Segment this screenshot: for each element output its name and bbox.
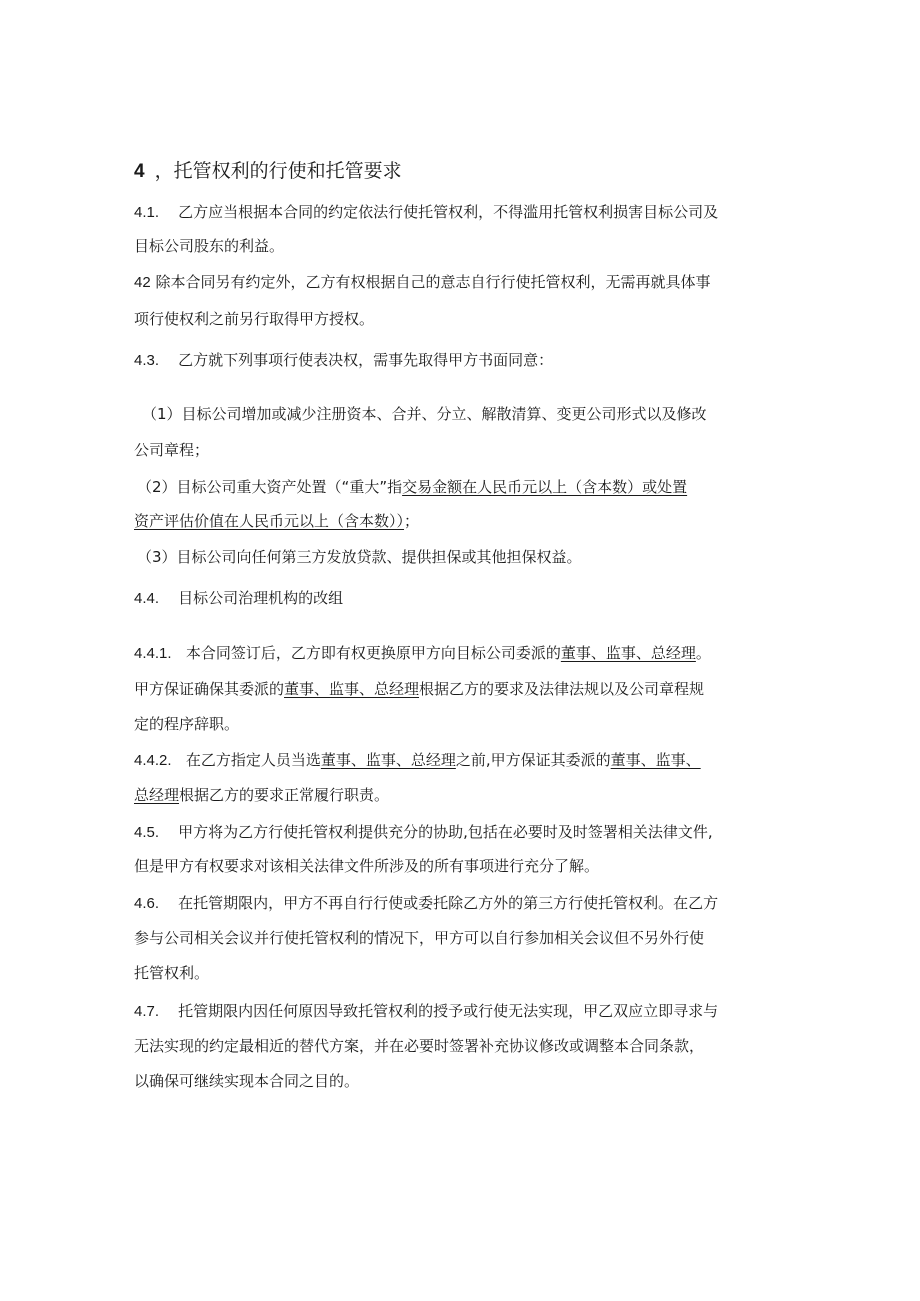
underlined-text: 董事、监事、总经理 bbox=[320, 751, 456, 769]
clause-number: 4.6. bbox=[134, 895, 160, 912]
clause-4-7-line-3 bbox=[134, 1071, 359, 1091]
clause-4-4 bbox=[134, 588, 343, 609]
item-1-line-1 bbox=[142, 404, 707, 424]
item-text: 公司章程； bbox=[134, 441, 210, 459]
underlined-text: 交易金额在人民币元以上（含本数）或处置 bbox=[402, 478, 688, 496]
clause-4-2-line-1 bbox=[134, 272, 710, 293]
clause-text: 根据乙方的要求及法律法规以及公司章程规 bbox=[419, 680, 705, 698]
item-text: ； bbox=[404, 512, 420, 530]
clause-text: 在乙方指定人员当选 bbox=[185, 751, 321, 769]
underlined-text: 总经理 bbox=[134, 786, 180, 804]
underlined-text: 董事、监事、总经理 bbox=[284, 680, 420, 698]
clause-text: 无法实现的约定最相近的替代方案，并在必要时签署补充协议修改或调整本合同条款， bbox=[134, 1037, 705, 1055]
section-heading bbox=[134, 158, 402, 185]
clause-4-7-line-1 bbox=[134, 1001, 718, 1022]
clause-4-4-2-line-1 bbox=[134, 750, 701, 771]
clause-text: 本合同签订后，乙方即有权更换原甲方向目标公司委派的 bbox=[185, 644, 561, 662]
clause-text: 目标公司股东的利益。 bbox=[134, 237, 285, 255]
clause-4-4-1-line-3 bbox=[134, 714, 239, 734]
clause-4-4-1-line-2 bbox=[134, 679, 704, 699]
clause-text: 。 bbox=[695, 644, 711, 662]
item-text: 目标公司增加或减少注册资本、合并、分立、解散清算、变更公司形式以及修改 bbox=[181, 405, 707, 423]
clause-number: 4.4.2. bbox=[134, 752, 172, 769]
clause-text: 甲方保证确保其委派的 bbox=[134, 680, 285, 698]
clause-4-5-line-2 bbox=[134, 856, 599, 876]
clause-text: 根据乙方的要求正常履行职责。 bbox=[179, 786, 390, 804]
clause-text: 以确保可继续实现本合同之目的。 bbox=[134, 1072, 360, 1090]
clause-text: 但是甲方有权要求对该相关法律文件所涉及的所有事项进行充分了解。 bbox=[134, 857, 600, 875]
clause-4-6-line-3 bbox=[134, 963, 209, 983]
clause-4-3 bbox=[134, 350, 553, 371]
clause-4-4-2-line-2 bbox=[134, 785, 389, 805]
clause-number: 4.4. bbox=[134, 590, 160, 607]
clause-4-6-line-1 bbox=[134, 893, 718, 914]
clause-text: 之前,甲方保证其委派的 bbox=[455, 751, 611, 769]
clause-4-1-line-2 bbox=[134, 236, 284, 256]
underlined-text: 董事、监事、总经理 bbox=[560, 644, 696, 662]
clause-number: 4.7. bbox=[134, 1003, 160, 1020]
section-number: 4 bbox=[134, 161, 145, 182]
item-number: （3） bbox=[137, 548, 177, 566]
clause-text: 除本合同另有约定外，乙方有权根据自己的意志自行行使托管权利，无需再就具体事 bbox=[155, 273, 711, 291]
section-title: ，托管权利的行使和托管要求 bbox=[154, 160, 402, 182]
item-1-line-2 bbox=[134, 440, 209, 460]
clause-text: 在托管期限内，甲方不再自行行使或委托除乙方外的第三方行使托管权利。在乙方 bbox=[178, 894, 719, 912]
underlined-text: 资产评估价值在人民币元以上（含本数）） bbox=[134, 512, 405, 530]
clause-4-6-line-2 bbox=[134, 928, 704, 948]
clause-number: 4.4.1. bbox=[134, 645, 172, 662]
clause-text: 托管期限内因任何原因导致托管权利的授予或行使无法实现，甲乙双应立即寻求与 bbox=[178, 1002, 719, 1020]
clause-text: 托管权利。 bbox=[134, 964, 210, 982]
clause-text: 项行使权利之前另行取得甲方授权。 bbox=[134, 310, 375, 328]
item-2-line-2 bbox=[134, 511, 419, 531]
item-number: （2） bbox=[137, 478, 177, 496]
clause-4-5-line-1 bbox=[134, 822, 713, 843]
clause-number: 4.1. bbox=[134, 204, 160, 221]
item-2-line-1 bbox=[137, 477, 687, 497]
item-text: 目标公司重大资产处置（“重大”指 bbox=[176, 478, 403, 496]
clause-text: 定的程序辞职。 bbox=[134, 715, 240, 733]
clause-text: 参与公司相关会议并行使托管权利的情况下，甲方可以自行参加相关会议但不另外行使 bbox=[134, 929, 705, 947]
item-3 bbox=[137, 547, 582, 567]
clause-4-1-line-1 bbox=[134, 202, 718, 223]
clause-text: 目标公司治理机构的改组 bbox=[178, 589, 344, 607]
underlined-text: 董事、监事、 bbox=[610, 751, 701, 769]
clause-number: 4.5. bbox=[134, 824, 160, 841]
clause-4-4-1-line-1 bbox=[134, 643, 711, 664]
clause-number: 42 bbox=[134, 274, 151, 291]
clause-4-2-line-2 bbox=[134, 309, 374, 329]
clause-4-7-line-2 bbox=[134, 1036, 704, 1056]
clause-text: 乙方就下列事项行使表决权，需事先取得甲方书面同意： bbox=[178, 351, 554, 369]
clause-text: 乙方应当根据本合同的约定依法行使托管权利，不得滥用托管权利损害目标公司及 bbox=[178, 203, 719, 221]
item-number: （1） bbox=[142, 405, 182, 423]
clause-number: 4.3. bbox=[134, 352, 160, 369]
clause-text: 甲方将为乙方行使托管权利提供充分的协助,包括在必要时及时签署相关法律文件, bbox=[178, 823, 713, 841]
item-text: 目标公司向任何第三方发放贷款、提供担保或其他担保权益。 bbox=[176, 548, 582, 566]
